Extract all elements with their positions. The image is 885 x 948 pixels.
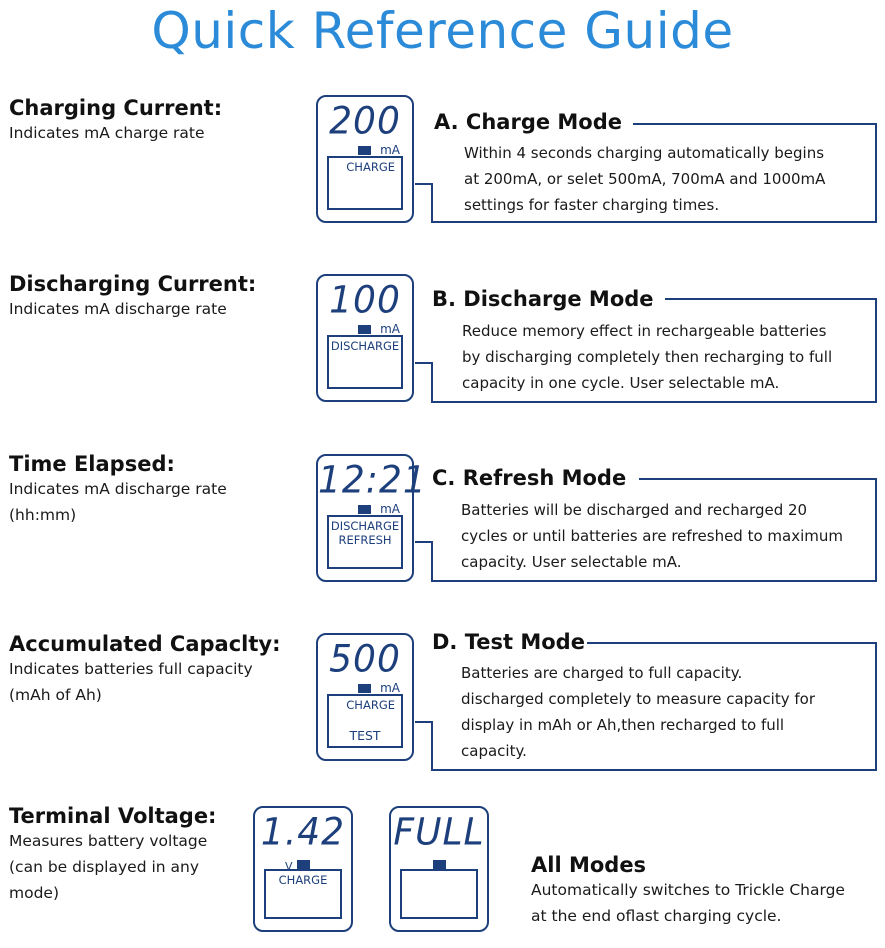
lcd-value: 500 (329, 637, 401, 682)
charging-current-section (9, 96, 222, 146)
lcd-unit: V (285, 860, 293, 873)
terminal-voltage-desc: mode) (9, 884, 60, 902)
accumulated-capacity-section (9, 632, 280, 708)
lcd-screen (400, 869, 478, 919)
lcd-unit: mA (380, 502, 400, 516)
charge-mode-line: settings for faster charging times. (464, 196, 720, 214)
accumulated-capacity-heading: Accumulated Capaclty: (9, 632, 281, 656)
charge-mode-title: A. Charge Mode (434, 110, 623, 134)
lcd-label-test: TEST (349, 728, 381, 743)
bracket-top-line (639, 478, 877, 480)
test-mode-line: display in mAh or Ah,then recharged to full (461, 716, 785, 734)
test-mode-bracket (431, 644, 877, 771)
time-elapsed-desc: Indicates mA discharge rate (9, 480, 227, 498)
lcd-indicator-icon (358, 684, 371, 693)
lcd-indicator-icon (433, 860, 446, 869)
lcd-label: CHARGE (278, 873, 328, 887)
lcd-voltage-display (253, 806, 353, 932)
terminal-voltage-section (9, 804, 216, 906)
lcd-screen (327, 156, 403, 210)
time-elapsed-heading: Time Elapsed: (9, 452, 175, 476)
lcd-label-refresh: REFRESH (338, 533, 392, 547)
lcd-label: DISCHARGE (330, 339, 400, 353)
charging-current-heading: Charging Current: (9, 96, 223, 120)
charge-connector-h (415, 183, 433, 185)
test-mode-line: Batteries are charged to full capacity. (461, 664, 743, 682)
page-title: Quick Reference Guide (151, 2, 734, 60)
bracket-top-line (587, 642, 877, 644)
discharge-mode-line: Reduce memory effect in rechargeable batteries (462, 322, 827, 340)
discharge-connector (431, 362, 433, 403)
refresh-mode-line: capacity. User selectable mA. (461, 553, 682, 571)
discharging-current-desc: Indicates mA discharge rate (9, 300, 227, 318)
refresh-mode-line: cycles or until batteries are refreshed to maximum (461, 527, 843, 545)
lcd-value: 1.42 (260, 810, 346, 855)
discharging-current-section (9, 272, 256, 322)
lcd-unit: mA (380, 322, 400, 336)
test-mode-line: capacity. (461, 742, 527, 760)
lcd-indicator-icon (358, 325, 371, 334)
test-mode-line: discharged completely to measure capacity for (461, 690, 816, 708)
lcd-value: 100 (329, 278, 401, 323)
accumulated-capacity-desc: (mAh of Ah) (9, 686, 102, 704)
lcd-charge-display (316, 95, 414, 223)
lcd-screen (327, 335, 403, 389)
lcd-label: CHARGE (346, 698, 395, 712)
all-modes-line: Automatically switches to Trickle Charge (531, 881, 845, 899)
all-modes-title: All Modes (531, 853, 647, 877)
lcd-indicator-icon (358, 146, 371, 155)
charge-connector (431, 183, 433, 223)
lcd-test-display (316, 633, 414, 761)
terminal-voltage-desc: (can be displayed in any (9, 858, 200, 876)
lcd-screen (327, 515, 403, 569)
lcd-refresh-display (316, 454, 427, 582)
charging-current-desc: Indicates mA charge rate (9, 124, 205, 142)
charge-mode-line: Within 4 seconds charging automatically begins (464, 144, 825, 162)
lcd-screen (327, 694, 403, 748)
all-modes-section (531, 853, 845, 929)
all-modes-line: at the end oflast charging cycle. (531, 907, 782, 925)
accumulated-capacity-desc: Indicates batteries full capacity (9, 660, 253, 678)
charge-mode-bracket (431, 125, 877, 223)
time-elapsed-desc: (hh:mm) (9, 506, 77, 524)
refresh-mode-line: Batteries will be discharged and recharged 20 (461, 501, 808, 519)
lcd-screen (264, 869, 342, 919)
lcd-label: CHARGE (346, 160, 395, 174)
discharge-mode-bracket (431, 300, 877, 403)
test-mode-title: D. Test Mode (432, 630, 585, 654)
bracket-top-line (665, 298, 877, 300)
lcd-value: 12:21 (318, 458, 427, 503)
lcd-unit: mA (380, 681, 400, 695)
lcd-full-display (389, 806, 489, 932)
discharge-mode-line: capacity in one cycle. User selectable mA. (462, 374, 780, 392)
lcd-unit: mA (380, 143, 400, 157)
bracket-top-line (633, 123, 877, 125)
terminal-voltage-desc: Measures battery voltage (9, 832, 208, 850)
test-connector-h (415, 721, 433, 723)
refresh-mode-title: C. Refresh Mode (432, 466, 627, 490)
time-elapsed-section (9, 452, 227, 528)
lcd-value: 200 (329, 99, 401, 144)
lcd-label: DISCHARGE (330, 519, 400, 533)
lcd-discharge-display (316, 274, 414, 402)
lcd-indicator-icon (297, 860, 310, 869)
discharging-current-heading: Discharging Current: (9, 272, 257, 296)
discharge-mode-line: by discharging completely then recharging to full (462, 348, 833, 366)
refresh-mode-bracket (431, 480, 877, 582)
terminal-voltage-heading: Terminal Voltage: (9, 804, 217, 828)
refresh-connector (431, 541, 433, 582)
discharge-mode-title: B. Discharge Mode (432, 287, 654, 311)
refresh-connector-h (415, 541, 433, 543)
discharge-connector-h (415, 362, 433, 364)
lcd-indicator-icon (358, 505, 371, 514)
lcd-value: FULL (393, 810, 485, 855)
charge-mode-line: at 200mA, or selet 500mA, 700mA and 1000mA (464, 170, 826, 188)
test-connector (431, 721, 433, 771)
